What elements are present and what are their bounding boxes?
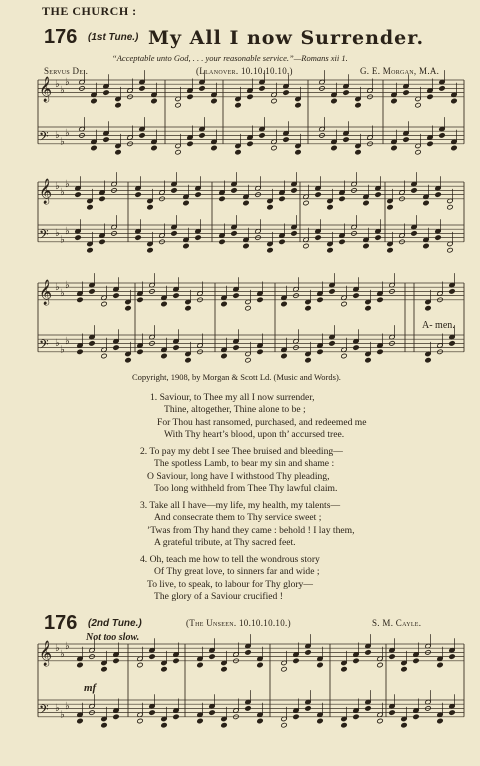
svg-text:♭: ♭ bbox=[55, 78, 60, 90]
amen-text: A- men. bbox=[422, 320, 455, 331]
svg-text:♭: ♭ bbox=[60, 709, 65, 721]
tempo-marking: Not too slow. bbox=[86, 632, 140, 643]
svg-text:♭: ♭ bbox=[60, 344, 65, 356]
verse-line: O Saviour, long have I withstood Thy pleading, bbox=[147, 470, 330, 482]
verse-line: ’Twas from Thy hand they came : behold ! I lay them, bbox=[147, 524, 355, 536]
composer: G. E. Morgan, M.A. bbox=[360, 66, 440, 76]
svg-text:♭: ♭ bbox=[65, 336, 70, 348]
running-head: THE CHURCH : bbox=[42, 4, 137, 18]
hymn-title: My All I now Surrender. bbox=[148, 27, 425, 49]
svg-text:♭: ♭ bbox=[65, 76, 70, 88]
svg-text:♭: ♭ bbox=[65, 279, 70, 291]
verse-3 bbox=[140, 500, 355, 549]
svg-text:𝄢: 𝄢 bbox=[39, 336, 49, 355]
tune2-label: (2nd Tune.) bbox=[88, 618, 142, 629]
svg-text:♭: ♭ bbox=[60, 187, 65, 199]
verse-line: For Thou hast ransomed, purchased, and redeemed me bbox=[157, 416, 367, 428]
verse-line: And consecrate them to Thy service sweet ; bbox=[154, 512, 322, 524]
svg-text:♭: ♭ bbox=[65, 701, 70, 713]
svg-text:♭: ♭ bbox=[55, 703, 60, 715]
svg-text:♭: ♭ bbox=[60, 649, 65, 661]
verse-line: Too long withheld from Thee Thy lawful claim. bbox=[154, 482, 338, 494]
svg-text:♭: ♭ bbox=[55, 130, 60, 142]
verse-line: 1. Saviour, to Thee my all I now surrender, bbox=[150, 392, 315, 403]
verse-line: 3. Take all I have—my life, my health, my talents— bbox=[140, 500, 341, 511]
svg-text:♭: ♭ bbox=[55, 338, 60, 350]
verse-line: With Thy heart’s blood, upon th’ accursed tree. bbox=[164, 428, 345, 440]
dynamic-marking: mf bbox=[84, 682, 97, 694]
svg-text:𝄞: 𝄞 bbox=[39, 279, 53, 305]
tune-left-label: Servus Dei. bbox=[44, 66, 89, 76]
verse-4 bbox=[140, 554, 320, 603]
verse-line: The spotless Lamb, to bear my sin and shame : bbox=[154, 458, 335, 470]
epigraph: “Acceptable unto God, . . . your reasonable service.”—Romans xii 1. bbox=[112, 53, 348, 63]
svg-text:♭: ♭ bbox=[60, 234, 65, 246]
svg-text:♭: ♭ bbox=[55, 642, 60, 654]
tune2-name: (The Unseen. 10.10.10.10.) bbox=[186, 618, 291, 628]
svg-text:♭: ♭ bbox=[65, 226, 70, 238]
verse-line: 2. To pay my debt I see Thee bruised and bleeding— bbox=[140, 446, 343, 457]
svg-text:♭: ♭ bbox=[60, 288, 65, 300]
tune2-number: 176 bbox=[44, 612, 78, 634]
verse-2 bbox=[140, 446, 343, 495]
tune-label: (1st Tune.) bbox=[88, 32, 139, 43]
verse-line: The glory of a Saviour crucified ! bbox=[154, 590, 283, 602]
svg-text:𝄢: 𝄢 bbox=[39, 226, 49, 245]
svg-text:♭: ♭ bbox=[65, 640, 70, 652]
svg-text:𝄞: 𝄞 bbox=[39, 640, 53, 666]
svg-text:𝄢: 𝄢 bbox=[39, 128, 49, 147]
verse-line: Of Thy great love, to sinners far and wide ; bbox=[154, 566, 320, 578]
svg-text:♭: ♭ bbox=[60, 136, 65, 148]
svg-text:𝄞: 𝄞 bbox=[39, 178, 53, 204]
verse-line: To live, to speak, to labour for Thy glory— bbox=[147, 578, 313, 590]
verse-line: A grateful tribute, at Thy sacred feet. bbox=[154, 536, 296, 548]
svg-text:♭: ♭ bbox=[55, 281, 60, 293]
hymn-number: 176 bbox=[44, 26, 78, 48]
verse-line: 4. Oh, teach me how to tell the wondrous story bbox=[140, 554, 320, 565]
svg-text:𝄞: 𝄞 bbox=[39, 76, 53, 102]
tune-name: (Llanover. 10.10.10.10.) bbox=[196, 66, 293, 76]
svg-text:♭: ♭ bbox=[65, 178, 70, 190]
svg-text:♭: ♭ bbox=[55, 180, 60, 192]
svg-text:♭: ♭ bbox=[60, 85, 65, 97]
svg-text:𝄢: 𝄢 bbox=[39, 701, 49, 720]
copyright-line: Copyright, 1908, by Morgan & Scott Ld. (Music and Words). bbox=[132, 372, 341, 382]
svg-text:♭: ♭ bbox=[55, 228, 60, 240]
verse-line: Thine, altogether, Thine alone to be ; bbox=[164, 404, 306, 416]
verse-1 bbox=[150, 392, 367, 441]
svg-text:♭: ♭ bbox=[65, 128, 70, 140]
tune2-composer: S. M. Cayle. bbox=[372, 618, 422, 628]
